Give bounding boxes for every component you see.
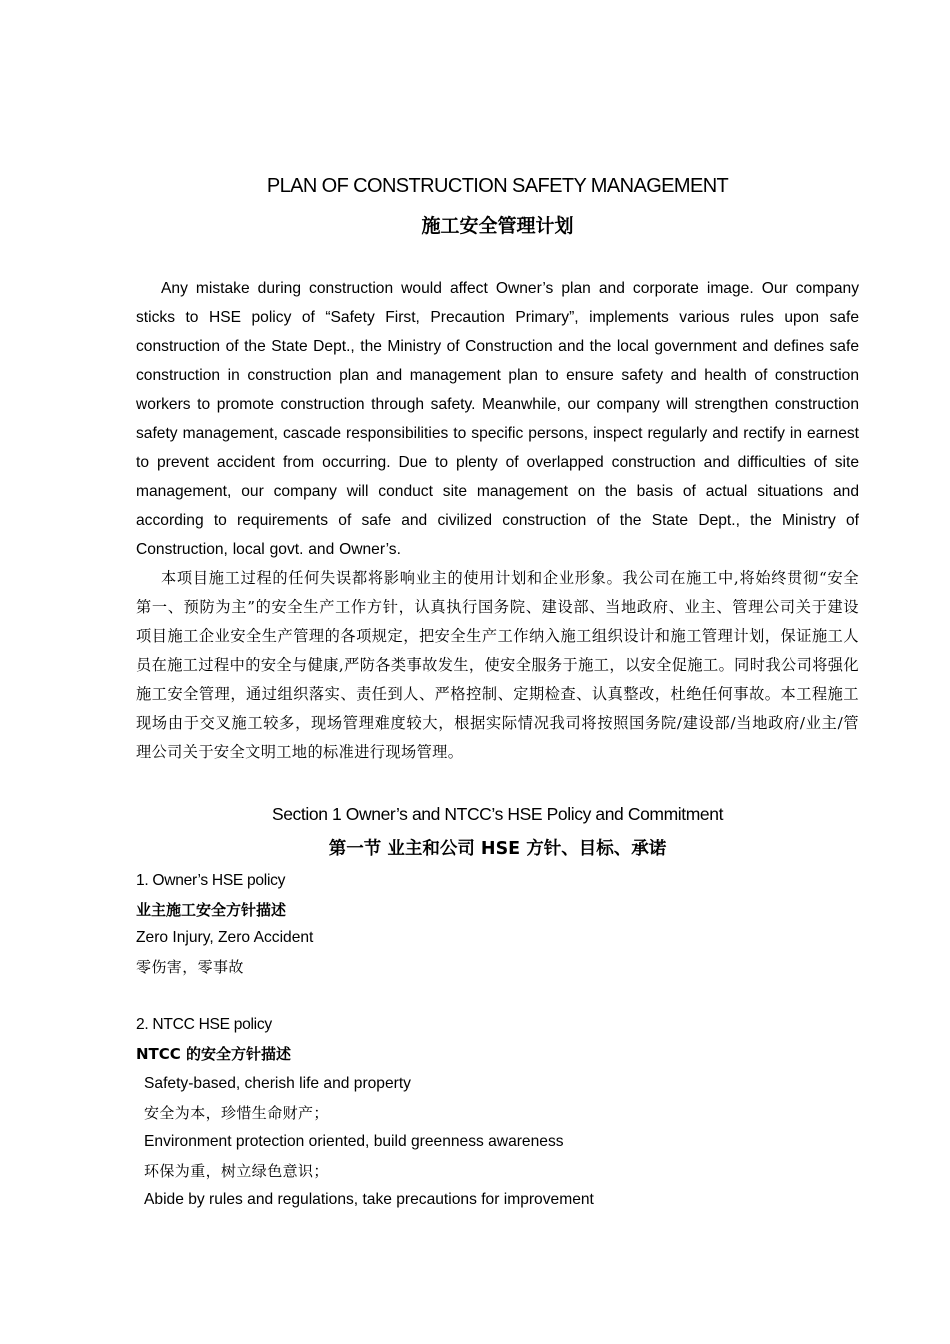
document-title-chinese: 施工安全管理计划 (421, 215, 574, 237)
item-2-heading-english: 2. NTCC HSE policy (136, 1016, 272, 1033)
intro-paragraph-english: Any mistake during construction would affect Owner’s plan and corporate image. Our company sticks to HSE policy of “Safety First, Precaution Primary”, implements various rules upon safe construction of the State Dept., the Ministry of Construction and the local government and defines safe construction in construction plan and management plan to ensure safety and health of construction workers to promote construction through safety. Meanwhile, our company will strengthen construction safety management, cascade responsibilities to specific persons, inspect regularly and rectify in earnest to prevent accident from occurring. Due to plenty of overlapped construction and difficulties of site management, our company will conduct site management on the basis of actual situations and according to requirements of safe and civilized construction of the State Dept., the Ministry of Construction, local govt. and Owner’s. (136, 280, 859, 558)
policy-line-english: Environment protection oriented, build greenness awareness (144, 1133, 564, 1150)
item-1-heading-chinese: 业主施工安全方针描述 (136, 901, 287, 919)
policy-line-chinese: 环保为重，树立绿色意识； (144, 1162, 329, 1180)
intro-paragraph-chinese: 本项目施工过程的任何失误都将影响业主的使用计划和企业形象。我公司在施工中,将始终贯彻“安全第一、预防为主”的安全生产工作方针，认真执行国务院、建设部、当地政府、业主、管理公司关于建设项目施工企业安全生产管理的各项规定，把安全生产工作纳入施工组织设计和施工管理计划，保证施工人员在施工过程中的安全与健康,严防各类事故发生，使安全服务于施工，以安全促施工。同时我公司将强化施工安全管理，通过组织落实、责任到人、严格控制、定期检查、认真整改，杜绝任何事故。本工程施工现场由于交叉施工较多，现场管理难度较大，根据实际情况我司将按照国务院/建设部/当地政府/业主/管理公司关于安全文明工地的标准进行现场管理。 (136, 569, 859, 761)
item-1-text-chinese: 零伤害，零事故 (136, 958, 244, 976)
policy-line-chinese: 安全为本，珍惜生命财产； (144, 1104, 329, 1122)
item-2-heading-chinese: NTCC 的安全方针描述 (136, 1045, 292, 1063)
document-title-english: PLAN OF CONSTRUCTION SAFETY MANAGEMENT (266, 175, 729, 197)
item-1-text-english: Zero Injury, Zero Accident (136, 929, 314, 946)
policy-line-english: Abide by rules and regulations, take precautions for improvement (144, 1191, 594, 1208)
section-1-heading-chinese: 第一节 业主和公司 HSE 方针、目标、承诺 (328, 839, 667, 859)
policy-line-english: Safety-based, cherish life and property (144, 1075, 411, 1092)
item-1-heading-english: 1. Owner’s HSE policy (136, 872, 286, 889)
section-1-heading-english: Section 1 Owner’s and NTCC’s HSE Policy and Commitment (271, 804, 724, 824)
